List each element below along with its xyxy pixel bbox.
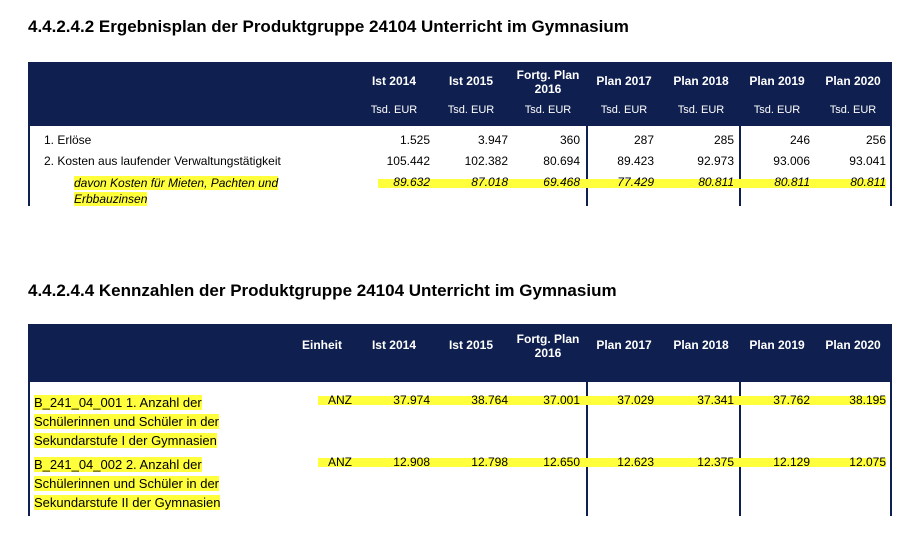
kennzahl-label-1 [34, 393, 294, 450]
unit-label: Tsd. EUR [600, 104, 648, 116]
label-line: B_241_04_001 1. Anzahl der [34, 395, 202, 410]
table-border [890, 382, 892, 516]
row-label-kosten: 2. Kosten aus laufender Verwaltungstätigkeit [44, 154, 281, 168]
table-cell: 12.798 [471, 455, 508, 469]
col-fortg-plan-2016: Fortg. Plan 2016 [516, 68, 580, 96]
table-cell: 77.429 [617, 175, 654, 189]
table-cell: 256 [865, 133, 886, 147]
table-cell: 12.075 [849, 455, 886, 469]
table-cell: 69.468 [543, 175, 580, 189]
table-border [890, 126, 892, 206]
table-cell: 12.375 [697, 455, 734, 469]
table-cell: 1.525 [399, 133, 430, 147]
table-cell: 93.041 [849, 154, 886, 168]
table-cell: 12.650 [543, 455, 580, 469]
section-title-kennzahlen: 4.4.2.4.4 Kennzahlen der Produktgruppe 24104 Unterricht im Gymnasium [28, 281, 617, 300]
column-divider [586, 126, 588, 206]
label-line: B_241_04_002 2. Anzahl der [34, 457, 202, 472]
col-plan-2017: Plan 2017 [596, 74, 652, 88]
table-cell: 360 [559, 133, 580, 147]
kennzahlen-table [28, 324, 892, 516]
label-line: Schülerinnen und Schüler in der [34, 414, 220, 429]
highlighted-text: davon Kosten für Mieten, Pachten und [74, 176, 279, 190]
table-cell: 93.006 [773, 154, 810, 168]
table-cell: 80.811 [774, 175, 810, 189]
table-cell: 37.341 [697, 393, 734, 407]
table-cell: 80.811 [698, 175, 734, 189]
ergebnisplan-table [28, 62, 892, 206]
table-cell: 37.001 [543, 393, 580, 407]
col-plan-2019: Plan 2019 [749, 74, 805, 88]
col-einheit: Einheit [301, 338, 342, 352]
col-plan-2020: Plan 2020 [825, 338, 881, 352]
table-cell: 89.632 [393, 175, 430, 189]
table-header [28, 62, 892, 126]
unit-label: Tsd. EUR [524, 104, 572, 116]
col-ist-2014: Ist 2014 [371, 338, 417, 352]
col-plan-2018: Plan 2018 [673, 338, 729, 352]
row-label-davon-line1 [74, 176, 278, 190]
label-line: Sekundarstufe I der Gymnasien [34, 433, 217, 448]
highlighted-text: Erbbauzinsen [74, 192, 148, 206]
table-cell: 92.973 [697, 154, 734, 168]
unit-label: Tsd. EUR [829, 104, 877, 116]
table-cell: 12.623 [617, 455, 654, 469]
col-fortg-plan-2016: Fortg. Plan 2016 [516, 332, 580, 360]
table-cell: 102.382 [464, 154, 508, 168]
table-cell: 37.974 [393, 393, 430, 407]
unit-label: Tsd. EUR [447, 104, 495, 116]
unit-label: Tsd. EUR [753, 104, 801, 116]
col-ist-2015: Ist 2015 [448, 74, 494, 88]
unit-cell: ANZ [328, 393, 352, 407]
table-cell: 80.694 [543, 154, 580, 168]
table-border [28, 382, 30, 516]
label-line: Schülerinnen und Schüler in der [34, 476, 220, 491]
table-cell: 287 [633, 133, 654, 147]
unit-cell: ANZ [328, 455, 352, 469]
table-cell: 3.947 [477, 133, 508, 147]
label-line: Sekundarstufe II der Gymnasien [34, 495, 221, 510]
col-plan-2019: Plan 2019 [749, 338, 805, 352]
table-cell: 12.129 [773, 455, 810, 469]
col-plan-2020: Plan 2020 [825, 74, 881, 88]
unit-label: Tsd. EUR [677, 104, 725, 116]
col-plan-2017: Plan 2017 [596, 338, 652, 352]
table-cell: 80.811 [850, 175, 886, 189]
table-cell: 285 [713, 133, 734, 147]
table-border [28, 126, 30, 206]
unit-label: Tsd. EUR [370, 104, 418, 116]
kennzahl-label-2 [34, 455, 294, 512]
table-cell: 38.764 [471, 393, 508, 407]
table-cell: 37.762 [773, 393, 810, 407]
table-cell: 105.442 [386, 154, 430, 168]
row-label-erloese: 1. Erlöse [44, 133, 92, 147]
row-label-davon-line2 [74, 192, 147, 206]
col-ist-2015: Ist 2015 [448, 338, 494, 352]
table-cell: 38.195 [849, 393, 886, 407]
table-cell: 89.423 [617, 154, 654, 168]
section-title-ergebnisplan: 4.4.2.4.2 Ergebnisplan der Produktgruppe 24104 Unterricht im Gymnasium [28, 17, 629, 36]
column-divider [739, 126, 741, 206]
table-cell: 246 [789, 133, 810, 147]
table-cell: 87.018 [471, 175, 508, 189]
table-header [28, 324, 892, 382]
col-ist-2014: Ist 2014 [371, 74, 417, 88]
col-plan-2018: Plan 2018 [673, 74, 729, 88]
table-cell: 37.029 [617, 393, 654, 407]
table-cell: 12.908 [393, 455, 430, 469]
